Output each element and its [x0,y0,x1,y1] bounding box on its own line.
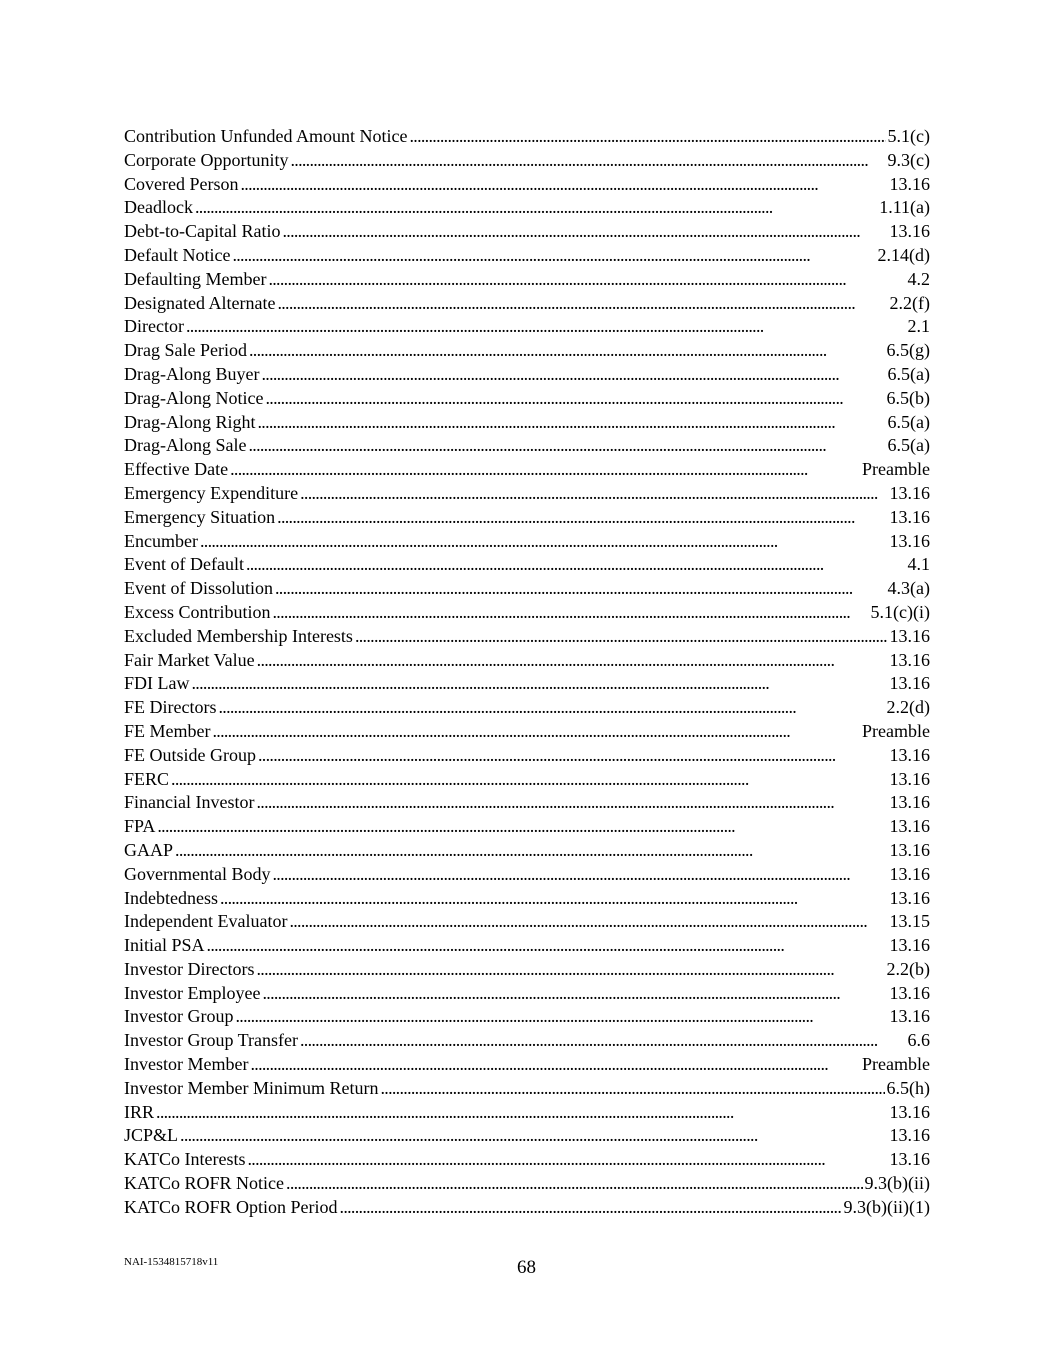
index-entry [124,696,930,720]
entry-term: JCP&L [124,1125,179,1146]
entry-term: Investor Directors [124,958,255,979]
dot-leader [230,458,860,482]
index-entry [124,530,930,554]
index-entry [124,577,930,601]
entry-section-ref: 13.16 [889,839,930,860]
index-entry [124,982,930,1006]
entry-term: Investor Member Minimum Return [124,1077,379,1098]
index-entry [124,649,930,673]
dot-leader [258,744,888,768]
index-entry [124,863,930,887]
dot-leader [157,815,887,839]
entry-term: KATCo Interests [124,1149,246,1170]
entry-term: Independent Evaluator [124,911,288,932]
dot-leader [277,506,887,530]
entry-section-ref: 4.1 [907,554,930,575]
dot-leader [290,149,885,173]
dot-leader [272,863,887,887]
index-entry [124,672,930,696]
entry-term: Financial Investor [124,792,255,813]
entry-term: Drag-Along Notice [124,387,264,408]
entry-section-ref: 6.5(g) [886,340,930,361]
entry-term: Emergency Expenditure [124,482,299,503]
entry-term: Emergency Situation [124,506,276,527]
entry-section-ref: 13.16 [889,506,930,527]
index-entry [124,244,930,268]
index-entry [124,482,930,506]
dot-leader [218,696,884,720]
entry-term: Drag Sale Period [124,340,247,361]
document-id: NAI-1534815718v11 [124,1256,219,1268]
entry-term: Covered Person [124,173,239,194]
index-entry [124,720,930,744]
index-entry [124,1029,930,1053]
dot-leader [240,173,887,197]
entry-section-ref: 1.11(a) [879,197,930,218]
index-entry [124,339,930,363]
entry-section-ref: 4.2 [907,268,930,289]
entry-term: FE Directors [124,697,217,718]
entry-term: Event of Dissolution [124,578,273,599]
dot-leader [175,839,887,863]
index-entry [124,791,930,815]
dot-leader [192,672,888,696]
entry-section-ref: 13.15 [889,911,930,932]
index-entry [124,910,930,934]
entry-term: Drag-Along Right [124,411,256,432]
entry-term: GAAP [124,839,174,860]
dot-leader [212,720,860,744]
dot-leader [261,363,885,387]
entry-section-ref: 5.1(c) [887,126,930,146]
entry-section-ref: 6.6 [907,1030,930,1051]
entry-term: Fair Market Value [124,649,255,670]
entry-section-ref: 13.16 [889,673,930,694]
entry-term: Default Notice [124,244,231,265]
index-entry [124,1005,930,1029]
entry-section-ref: Preamble [862,720,930,741]
dot-leader [289,910,887,934]
entry-section-ref: 13.16 [889,1125,930,1146]
entry-section-ref: 6.5(a) [887,363,930,384]
entry-section-ref: 13.16 [889,744,930,765]
dot-leader [257,649,888,673]
entry-term: Drag-Along Buyer [124,363,260,384]
entry-section-ref: 9.3(b)(ii) [864,1173,930,1194]
entry-term: Investor Employee [124,982,261,1003]
entry-section-ref: 13.16 [889,1101,930,1122]
entry-term: Excess Contribution [124,601,271,622]
index-entry [124,958,930,982]
index-entry [124,173,930,197]
dot-leader [171,768,887,792]
index-entry [124,1172,930,1196]
entry-term: Encumber [124,530,198,551]
dot-leader [257,411,885,435]
entry-section-ref: 13.16 [889,887,930,908]
index-entry [124,1124,930,1148]
entry-section-ref: 6.5(a) [887,411,930,432]
dot-leader [248,434,885,458]
index-entry [124,839,930,863]
defined-terms-index [124,125,930,1220]
index-entry [124,1148,930,1172]
entry-term: Designated Alternate [124,292,276,313]
dot-leader [275,577,886,601]
entry-section-ref: 13.16 [889,982,930,1003]
entry-term: Effective Date [124,459,229,480]
index-entry [124,934,930,958]
entry-section-ref: 13.16 [889,792,930,813]
entry-term: FE Member [124,720,211,741]
dot-leader [282,220,887,244]
index-entry [124,292,930,316]
index-entry [124,553,930,577]
index-entry [124,387,930,411]
index-entry [124,125,930,149]
dot-leader [380,1077,884,1101]
index-entry [124,363,930,387]
entry-term: FE Outside Group [124,744,256,765]
entry-term: IRR [124,1101,155,1122]
index-entry [124,1077,930,1101]
dot-leader [340,1196,842,1220]
entry-section-ref: 2.14(d) [877,244,930,265]
index-entry [124,268,930,292]
index-entry [124,315,930,339]
entry-term: FERC [124,768,170,789]
dot-leader [355,625,888,649]
index-entry [124,196,930,220]
entry-section-ref: 2.1 [907,316,930,337]
dot-leader [195,196,877,220]
dot-leader [207,934,888,958]
dot-leader [273,601,869,625]
dot-leader [286,1172,863,1196]
index-entry [124,768,930,792]
dot-leader [262,982,887,1006]
entry-section-ref: Preamble [862,459,930,480]
dot-leader [235,1005,887,1029]
entry-section-ref: 13.16 [889,625,930,646]
index-entry [124,625,930,649]
entry-section-ref: 13.16 [889,1006,930,1027]
index-entry [124,220,930,244]
entry-section-ref: 13.16 [889,1149,930,1170]
entry-section-ref: 2.2(f) [889,292,930,313]
index-entry [124,815,930,839]
index-entry [124,434,930,458]
entry-section-ref: 6.5(a) [887,435,930,456]
entry-section-ref: 6.5(h) [886,1077,930,1098]
entry-term: Event of Default [124,554,244,575]
entry-section-ref: 2.2(d) [886,697,930,718]
index-entry [124,411,930,435]
entry-term: Contribution Unfunded Amount Notice [124,126,408,146]
index-entry [124,1101,930,1125]
entry-term: Investor Group Transfer [124,1030,298,1051]
dot-leader [232,244,875,268]
dot-leader [186,315,906,339]
entry-section-ref: 13.16 [889,935,930,956]
entry-section-ref: 5.1(c)(i) [870,601,930,622]
entry-section-ref: 13.16 [889,649,930,670]
entry-section-ref: 13.16 [889,816,930,837]
dot-leader [277,292,887,316]
index-entry [124,744,930,768]
entry-term: Drag-Along Sale [124,435,247,456]
entry-term: Investor Member [124,1054,249,1075]
entry-section-ref: 9.3(c) [887,149,930,170]
entry-section-ref: 13.16 [889,863,930,884]
dot-leader [300,482,887,506]
entry-term: Debt-to-Capital Ratio [124,221,281,242]
index-entry [124,887,930,911]
dot-leader [246,553,906,577]
entry-term: Excluded Membership Interests [124,625,353,646]
entry-section-ref: 13.16 [889,482,930,503]
dot-leader [247,1148,887,1172]
entry-section-ref: 13.16 [889,173,930,194]
entry-term: Deadlock [124,197,193,218]
dot-leader [250,1053,860,1077]
entry-section-ref: 13.16 [889,768,930,789]
entry-term: KATCo ROFR Option Period [124,1196,338,1217]
entry-section-ref: 9.3(b)(ii)(1) [843,1196,930,1217]
index-entry [124,458,930,482]
index-entry [124,601,930,625]
dot-leader [220,887,888,911]
entry-term: Indebtedness [124,887,218,908]
index-entry [124,1053,930,1077]
dot-leader [256,958,884,982]
entry-term: Director [124,316,184,337]
entry-section-ref: 13.16 [889,221,930,242]
entry-term: Investor Group [124,1006,234,1027]
index-entry [124,506,930,530]
dot-leader [156,1101,887,1125]
index-entry [124,1196,930,1220]
entry-term: Governmental Body [124,863,271,884]
dot-leader [265,387,884,411]
dot-leader [256,791,887,815]
entry-term: Defaulting Member [124,268,267,289]
entry-section-ref: Preamble [862,1054,930,1075]
entry-term: FDI Law [124,673,190,694]
entry-term: KATCo ROFR Notice [124,1173,285,1194]
dot-leader [180,1124,887,1148]
index-entry [124,149,930,173]
entry-section-ref: 2.2(b) [886,958,930,979]
entry-term: Corporate Opportunity [124,149,289,170]
entry-section-ref: 4.3(a) [887,578,930,599]
dot-leader [249,339,885,363]
page-number: 68 [517,1257,536,1278]
entry-section-ref: 6.5(b) [886,387,930,408]
dot-leader [300,1029,906,1053]
entry-term: FPA [124,816,156,837]
entry-term: Initial PSA [124,935,205,956]
dot-leader [409,125,885,149]
entry-section-ref: 13.16 [889,530,930,551]
dot-leader [200,530,888,554]
dot-leader [268,268,905,292]
